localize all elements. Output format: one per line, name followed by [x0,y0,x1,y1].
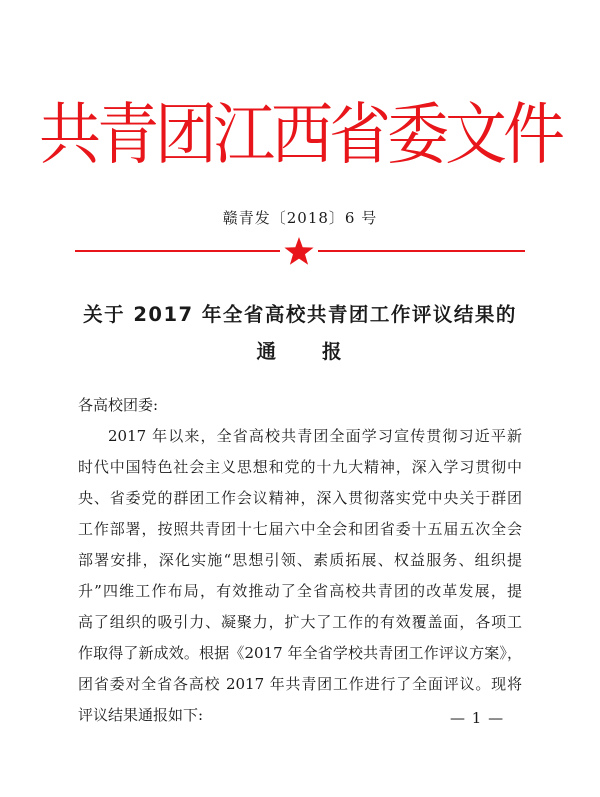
salutation: 各高校团委: [78,396,159,414]
paragraph-line: 作取得了新成效。根据《2017 年全省学校共青团工作评议方案》， [78,644,522,662]
page-number: — 1 — [450,709,505,727]
paragraph-line: 工作部署，按照共青团十七届六中全会和团省委十五届五次全会 [78,520,522,538]
title-word-bao: 报 [322,340,344,363]
paragraph-line: 央、省委党的群团工作会议精神，深入贯彻落实党中央关于群团 [78,489,522,507]
divider-left [75,250,280,252]
paragraph-line: 部署安排，深化实施“思想引领、素质拓展、权益服务、组织提 [78,551,522,569]
paragraph-line: 评议结果通报如下: [78,706,204,724]
title-word-tong: 通 [256,340,278,363]
paragraph-line: 团省委对全省各高校 2017 年共青团工作进行了全面评议。现将 [78,675,522,693]
divider-right [318,250,525,252]
document-number: 赣青发〔2018〕6 号 [222,209,378,227]
document-title-line-2 [0,339,600,365]
paragraph-line: 高了组织的吸引力、凝聚力，扩大了工作的有效覆盖面，各项工 [78,613,522,631]
paragraph-line: 2017 年以来，全省高校共青团全面学习宣传贯彻习近平新 [108,427,522,445]
paragraph-line: 升”四维工作布局，有效推动了全省高校共青团的改革发展，提 [78,582,522,600]
document-title-line-1: 关于 2017 年全省高校共青团工作评议结果的 [83,303,517,326]
red-star-icon [283,236,315,266]
masthead-title: 共青团江西省委文件 [38,95,561,174]
paragraph-line: 时代中国特色社会主义思想和党的十九大精神，深入学习贯彻中 [78,458,522,476]
